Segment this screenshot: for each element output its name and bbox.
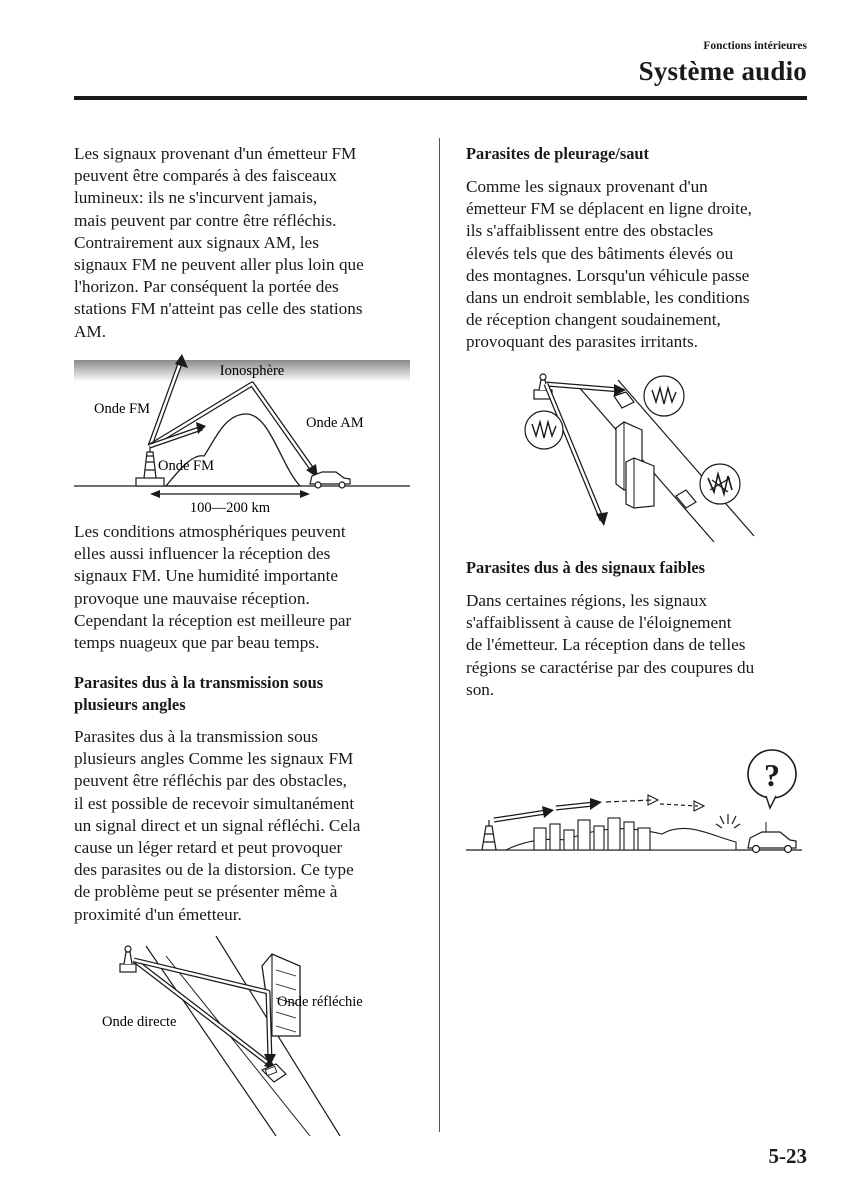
onde-am-label: Onde AM bbox=[306, 415, 364, 431]
text-line: provoquant des parasites irritants. bbox=[466, 332, 698, 352]
question-mark: ? bbox=[764, 757, 780, 793]
text-line: AM. bbox=[74, 321, 106, 341]
car-icon bbox=[676, 490, 696, 508]
signal-break-icon bbox=[716, 814, 740, 828]
text-line: Contrairement aux signaux AM, les bbox=[74, 232, 319, 252]
text-line: s'affaiblissent à cause de l'éloignement bbox=[466, 613, 732, 633]
multipath-paragraph bbox=[74, 726, 419, 926]
onde-fm-top-label: Onde FM bbox=[94, 401, 150, 417]
flutter-heading: Parasites de pleurage/saut bbox=[466, 144, 650, 163]
page-number: 5-23 bbox=[768, 1144, 807, 1168]
fm-am-propagation-figure bbox=[74, 354, 414, 518]
text-line: émetteur FM se déplacent en ligne droite, bbox=[466, 199, 752, 219]
page-title: Système audio bbox=[638, 56, 807, 86]
text-line: Les signaux provenant d'un émetteur FM bbox=[74, 144, 357, 163]
atmosphere-paragraph bbox=[74, 521, 419, 654]
section-label: Fonctions intérieures bbox=[703, 40, 807, 52]
text-line: elles aussi influencer la réception des bbox=[74, 544, 331, 564]
text-line: lumineux: ils ne s'incurvent jamais, bbox=[74, 188, 318, 208]
heading-line: Parasites dus à la transmission sous bbox=[74, 673, 324, 692]
text-line: provoque une mauvaise réception. bbox=[74, 588, 310, 608]
text-line: proximité d'un émetteur. bbox=[74, 904, 242, 924]
text-line: de problème peut se présenter même à bbox=[74, 882, 338, 902]
text-line: un signal direct et un signal réfléchi. Cela bbox=[74, 815, 361, 835]
text-line: régions se caractérise par des coupures du bbox=[466, 657, 755, 677]
text-line: peuvent être réfléchis par des obstacles, bbox=[74, 771, 347, 791]
text-line: l'horizon. Par conséquent la portée des bbox=[74, 277, 339, 297]
text-line: dans un endroit semblable, les conditions bbox=[466, 288, 750, 308]
text-line: Parasites dus à la transmission sous bbox=[74, 727, 318, 746]
onde-directe-label: Onde directe bbox=[102, 1014, 177, 1030]
weak-signal-dashed-arrow bbox=[660, 804, 698, 806]
ionosphere-label: Ionosphère bbox=[219, 363, 285, 379]
weak-signal-figure bbox=[466, 744, 806, 856]
text-line: des montagnes. Lorsqu'un véhicule passe bbox=[466, 265, 750, 285]
text-line: signaux FM. Une humidité importante bbox=[74, 566, 338, 586]
car-icon bbox=[748, 822, 796, 853]
text-line: son. bbox=[466, 679, 495, 699]
onde-reflechie-label: Onde réfléchie bbox=[277, 994, 363, 1010]
text-line: Comme les signaux provenant d'un bbox=[466, 177, 708, 196]
weak-signal-heading: Parasites dus à des signaux faibles bbox=[466, 558, 706, 577]
text-line: signaux FM ne peuvent aller plus loin que bbox=[74, 255, 364, 275]
weak-signal-paragraph bbox=[466, 590, 811, 701]
text-line: élevés tels que des bâtiments élevés ou bbox=[466, 243, 734, 263]
column-divider bbox=[439, 138, 440, 1132]
distance-arrow bbox=[150, 490, 310, 498]
buildings-icon bbox=[616, 422, 654, 508]
text-line: de l'émetteur. La réception dans de telles bbox=[466, 635, 746, 655]
flutter-figure bbox=[508, 366, 760, 542]
text-line: temps nuageux que par beau temps. bbox=[74, 633, 320, 653]
flutter-paragraph bbox=[466, 176, 811, 354]
heading-line: plusieurs angles bbox=[74, 695, 186, 714]
car-icon bbox=[262, 1064, 286, 1082]
text-line: mais peuvent par contre être réfléchis. bbox=[74, 210, 337, 230]
text-line: Dans certaines régions, les signaux bbox=[466, 591, 708, 610]
transmitter-tower-icon bbox=[120, 946, 136, 972]
noise-bubble-icon bbox=[525, 411, 563, 449]
text-line: il est possible de recevoir simultanément bbox=[74, 793, 355, 813]
text-line: ils s'affaiblissent entre des obstacles bbox=[466, 221, 714, 241]
multipath-heading bbox=[74, 672, 419, 716]
header-rule bbox=[74, 96, 807, 100]
transmitter-tower-icon bbox=[482, 820, 496, 850]
text-line: Les conditions atmosphériques peuvent bbox=[74, 522, 346, 541]
road-edge bbox=[146, 946, 276, 1136]
text-line: des parasites ou de la distorsion. Ce type bbox=[74, 860, 354, 880]
intro-paragraph bbox=[74, 143, 419, 343]
text-line: peuvent être comparés à des faisceaux bbox=[74, 166, 337, 186]
text-line: Cependant la réception est meilleure par bbox=[74, 610, 352, 630]
weak-signal-dashed-arrow bbox=[606, 800, 652, 802]
distance-label: 100—200 km bbox=[189, 500, 271, 516]
noise-bubble-icon bbox=[700, 464, 740, 504]
onde-fm-bottom-label: Onde FM bbox=[158, 458, 214, 474]
text-line: plusieurs angles Comme les signaux FM bbox=[74, 749, 354, 769]
text-line: de réception changent soudainement, bbox=[466, 310, 721, 330]
question-bubble-icon bbox=[748, 750, 796, 808]
noise-bubble-icon bbox=[644, 376, 684, 416]
text-line: cause un léger retard et peut provoquer bbox=[74, 838, 343, 858]
multipath-figure bbox=[96, 936, 396, 1136]
text-line: stations FM n'atteint pas celle des stations bbox=[74, 299, 363, 319]
